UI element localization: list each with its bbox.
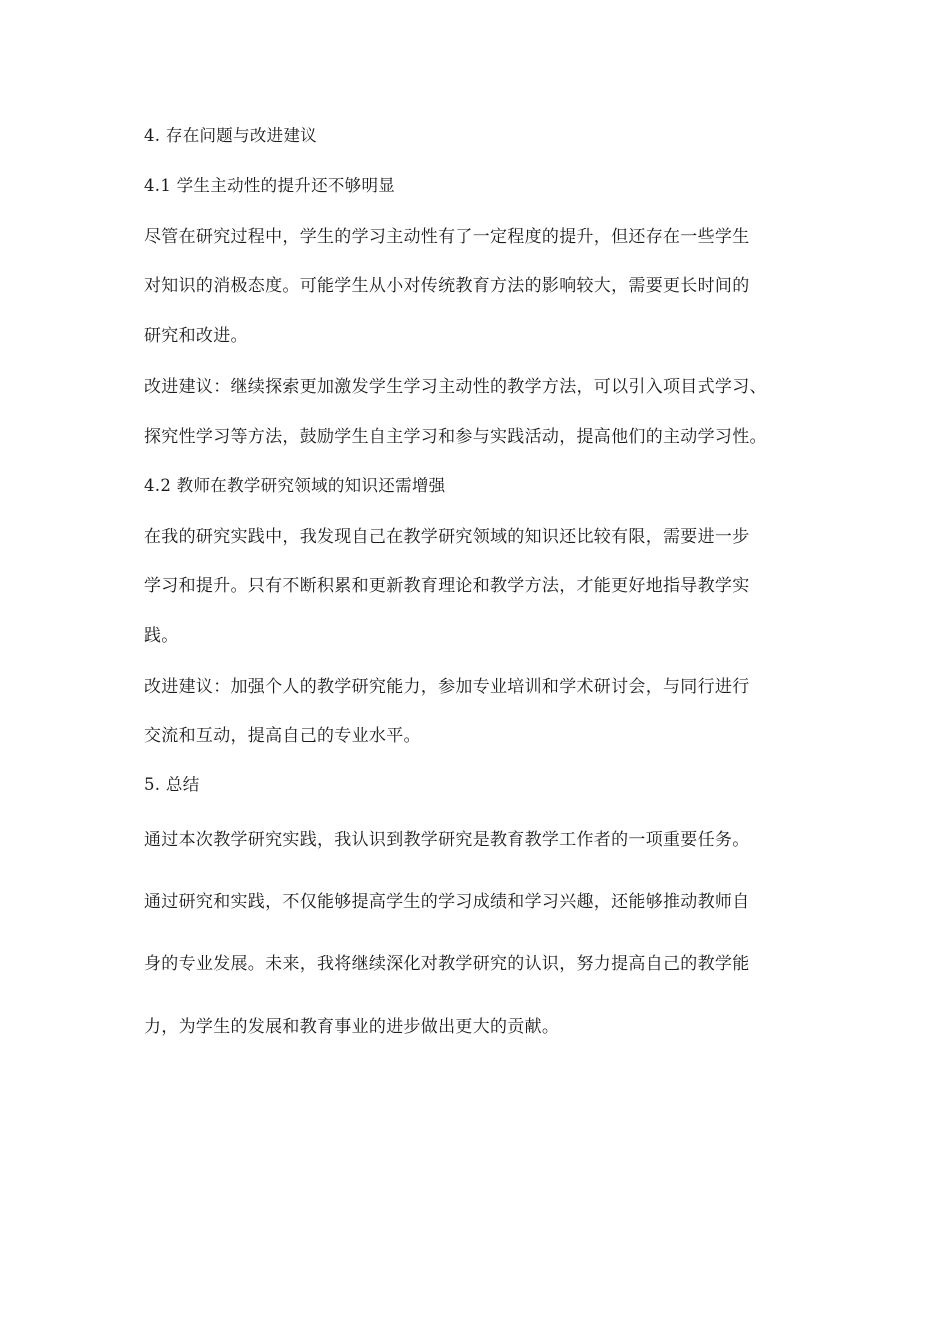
paragraph-line: 通过本次教学研究实践，我认识到教学研究是教育教学工作者的一项重要任务。: [144, 830, 750, 850]
paragraph-line: 研究和改进。: [144, 326, 248, 346]
suggestion-line: 改进建议：继续探索更加激发学生学习主动性的教学方法，可以引入项目式学习、: [144, 377, 767, 397]
paragraph-line: 在我的研究实践中，我发现自己在教学研究领域的知识还比较有限，需要进一步: [144, 527, 750, 547]
section-4-2-heading: 4.2 教师在教学研究领域的知识还需增强: [144, 476, 446, 495]
paragraph-line: 力，为学生的发展和教育事业的进步做出更大的贡献。: [144, 1017, 560, 1037]
section-5-heading: 5. 总结: [144, 775, 200, 794]
suggestion-line: 探究性学习等方法，鼓励学生自主学习和参与实践活动，提高他们的主动学习性。: [144, 427, 767, 447]
paragraph-line: 践。: [144, 626, 179, 646]
paragraph-line: 尽管在研究过程中，学生的学习主动性有了一定程度的提升，但还存在一些学生: [144, 227, 750, 247]
paragraph-line: 对知识的消极态度。可能学生从小对传统教育方法的影响较大，需要更长时间的: [144, 276, 750, 296]
suggestion-line: 交流和互动，提高自己的专业水平。: [144, 726, 421, 746]
suggestion-line: 改进建议：加强个人的教学研究能力，参加专业培训和学术研讨会，与同行进行: [144, 677, 750, 697]
paragraph-line: 身的专业发展。未来，我将继续深化对教学研究的认识，努力提高自己的教学能: [144, 954, 750, 974]
section-4-heading: 4. 存在问题与改进建议: [144, 126, 318, 145]
paragraph-line: 通过研究和实践，不仅能够提高学生的学习成绩和学习兴趣，还能够推动教师自: [144, 892, 750, 912]
paragraph-line: 学习和提升。只有不断积累和更新教育理论和教学方法，才能更好地指导教学实: [144, 576, 750, 596]
section-4-1-heading: 4.1 学生主动性的提升还不够明显: [144, 176, 396, 195]
